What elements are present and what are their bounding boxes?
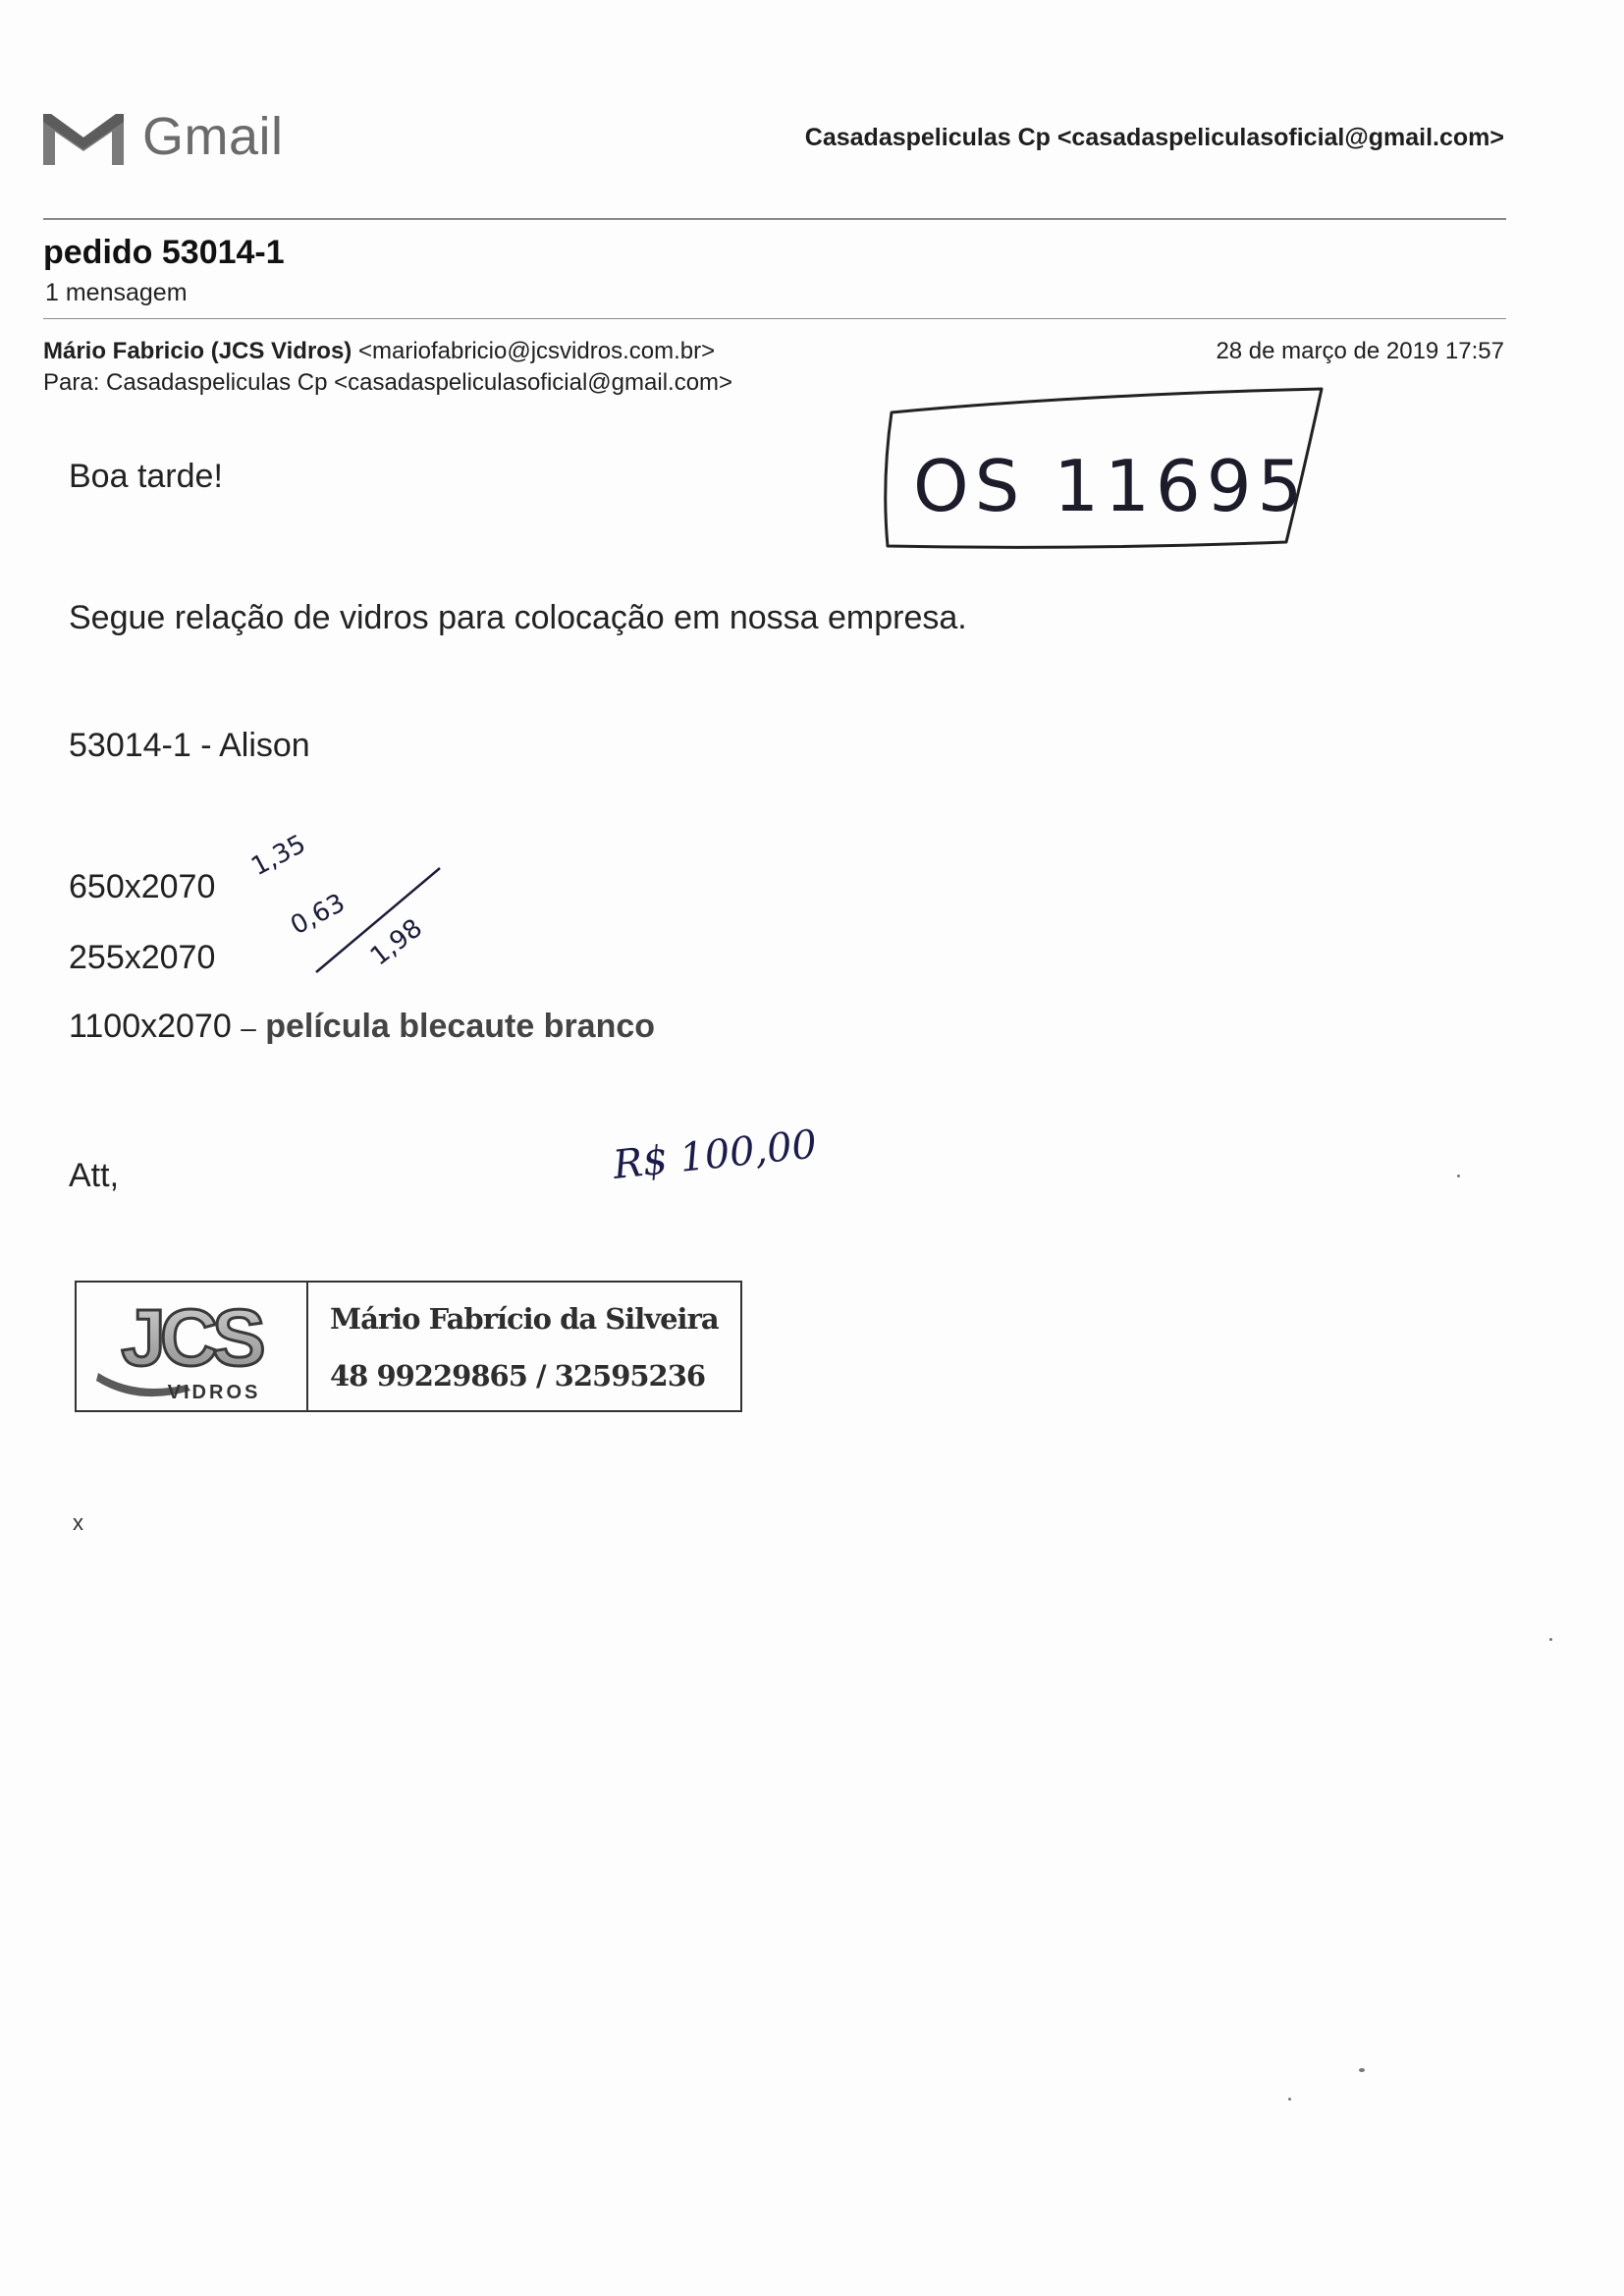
os-box-outline — [886, 389, 1322, 547]
glass-size: 1100x2070 — [69, 1008, 232, 1045]
account-email: Casadaspeliculas Cp <casadaspeliculasoficial@gmail.com> — [804, 124, 1504, 151]
greeting: Boa tarde! — [69, 458, 223, 495]
signature-details — [308, 1283, 740, 1410]
glass-size: 650x2070 — [69, 868, 216, 905]
recipient-line: Para: Casadaspeliculas Cp <casadaspeliculasoficial@gmail.com> — [43, 369, 733, 396]
sender-line — [43, 338, 715, 365]
item-separator: – — [241, 1012, 256, 1043]
glass-item — [69, 1008, 655, 1046]
sender-name: Mário Fabricio (JCS Vidros) — [43, 338, 352, 364]
gmail-wordmark: Gmail — [142, 107, 284, 166]
logo-subtext: VIDROS — [167, 1382, 261, 1403]
intro-text: Segue relação de vidros para colocação em nossa empresa. — [69, 599, 967, 636]
os-number: OS 11695 — [913, 445, 1309, 527]
scan-speck — [1549, 1638, 1552, 1641]
email-signature — [75, 1281, 742, 1412]
closing: Att, — [69, 1157, 120, 1194]
svg-text:JCS: JCS — [121, 1293, 260, 1383]
header-divider — [43, 218, 1506, 220]
jcs-logo-graphic — [77, 1283, 304, 1410]
gmail-m-icon — [39, 108, 128, 169]
thread-divider — [43, 318, 1506, 319]
calc-note-2: 0,63 — [286, 888, 351, 942]
scan-speck — [1457, 1175, 1460, 1177]
message-count: 1 mensagem — [45, 279, 188, 306]
signature-phones: 48 99229865 / 32595236 — [330, 1359, 706, 1393]
glass-size: 255x2070 — [69, 939, 216, 976]
calc-strike-line — [316, 868, 440, 972]
glass-item — [69, 868, 215, 906]
calc-note-1: 1,35 — [246, 829, 311, 883]
film-description: película blecaute branco — [265, 1008, 656, 1045]
scan-speck — [1288, 2098, 1291, 2101]
jcs-vidros-logo — [77, 1283, 308, 1410]
message-date: 28 de março de 2019 17:57 — [1216, 338, 1504, 364]
calc-note-3: 1,98 — [364, 913, 428, 972]
sender-email: <mariofabricio@jcsvidros.com.br> — [357, 338, 716, 364]
scan-speck — [1359, 2068, 1365, 2072]
thread-subject: pedido 53014-1 — [43, 234, 285, 271]
glass-item — [69, 939, 215, 977]
signature-name: Mário Fabrício da Silveira — [330, 1302, 719, 1336]
close-mark: x — [73, 1510, 83, 1535]
price-note: R$ 100,00 — [611, 1121, 820, 1188]
order-reference: 53014-1 - Alison — [69, 727, 310, 764]
